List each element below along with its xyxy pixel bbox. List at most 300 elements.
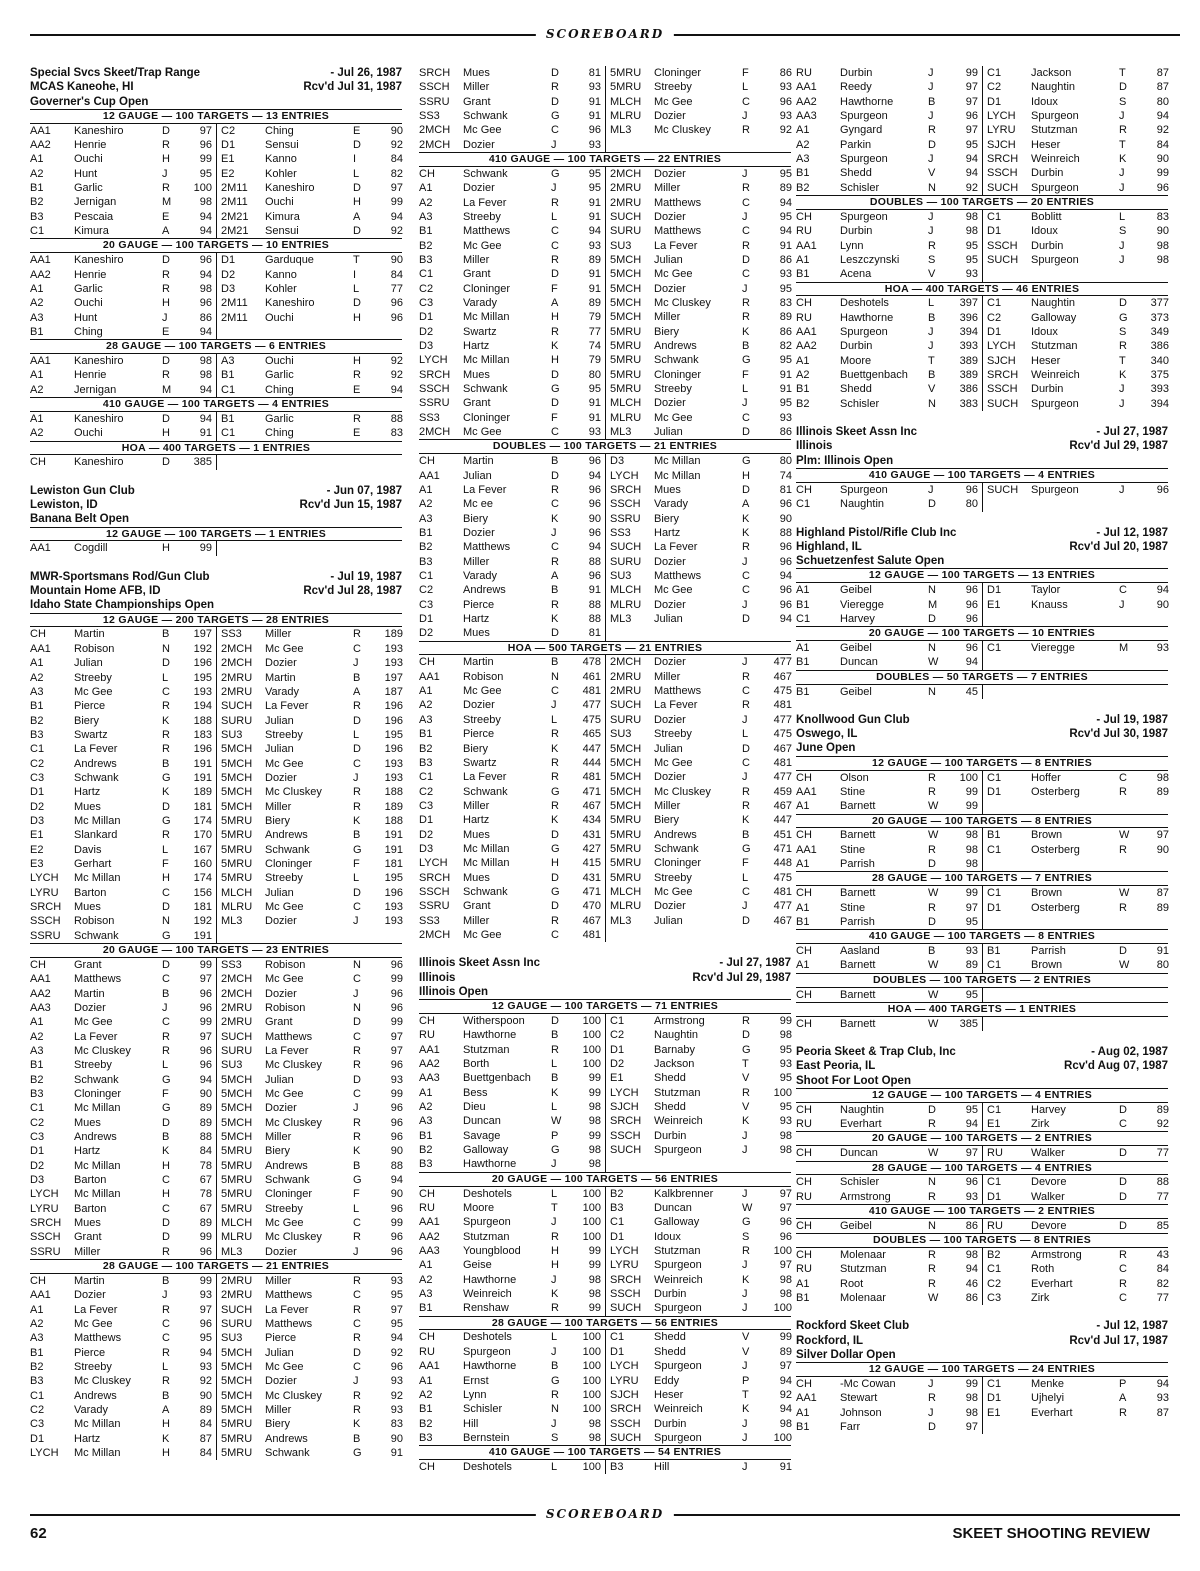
score-cell: 100 bbox=[582, 1043, 601, 1056]
result-row bbox=[610, 1258, 792, 1272]
name-cell: Hill bbox=[463, 1417, 479, 1430]
result-row bbox=[610, 296, 792, 310]
score-cell: 98 bbox=[965, 1248, 978, 1261]
name-cell: Devore bbox=[1031, 1176, 1067, 1189]
class-cell: SSRU bbox=[419, 95, 450, 108]
name-cell: Streeby bbox=[265, 728, 303, 741]
class-cell: AA1 bbox=[30, 542, 51, 555]
name-cell: Mc Millan bbox=[463, 311, 510, 324]
result-row bbox=[221, 1216, 403, 1230]
score-cell: 340 bbox=[1150, 354, 1169, 367]
result-row bbox=[419, 842, 601, 856]
class-cell: C1 bbox=[987, 1176, 1002, 1189]
class-cell: SUCH bbox=[610, 699, 642, 712]
initial-cell: K bbox=[1119, 369, 1127, 382]
event-title: 12 GAUGE — 100 TARGETS — 71 ENTRIES bbox=[419, 999, 791, 1014]
name-cell: Durbin bbox=[1031, 383, 1064, 396]
club-block bbox=[419, 66, 791, 942]
name-cell: Andrews bbox=[265, 1159, 308, 1172]
initial-cell: A bbox=[551, 296, 559, 309]
initial-cell: L bbox=[353, 728, 360, 741]
class-cell: SU3 bbox=[221, 1059, 243, 1072]
result-row bbox=[30, 656, 212, 670]
class-cell: LYRU bbox=[610, 1259, 639, 1272]
results-table bbox=[796, 771, 1168, 814]
class-cell: C1 bbox=[610, 1331, 625, 1344]
class-cell: C2 bbox=[221, 124, 236, 137]
class-cell: E2 bbox=[221, 167, 235, 180]
class-cell: AA2 bbox=[30, 139, 51, 152]
result-row bbox=[796, 1377, 978, 1391]
name-cell: Mc Gee bbox=[265, 901, 304, 913]
results-table bbox=[419, 167, 791, 440]
result-row bbox=[987, 598, 1169, 612]
initial-cell: K bbox=[162, 1432, 170, 1445]
class-cell: A1 bbox=[796, 354, 810, 367]
initial-cell: J bbox=[742, 110, 748, 123]
name-cell: Dozier bbox=[654, 555, 686, 568]
initial-cell: D bbox=[162, 355, 170, 368]
score-cell: 92 bbox=[965, 181, 978, 194]
score-cell: 192 bbox=[193, 642, 212, 655]
name-cell: Kaneshiro bbox=[74, 412, 124, 425]
initial-cell: D bbox=[928, 915, 936, 928]
class-cell: RU bbox=[796, 225, 812, 238]
results-right bbox=[983, 771, 1169, 814]
results-table bbox=[796, 988, 1168, 1002]
initial-cell: R bbox=[353, 1403, 361, 1416]
result-row bbox=[610, 167, 792, 181]
initial-cell: J bbox=[742, 1259, 748, 1272]
initial-cell: K bbox=[551, 512, 559, 525]
score-cell: 90 bbox=[390, 254, 403, 267]
name-cell: Bess bbox=[463, 1086, 488, 1099]
name-cell: Spurgeon bbox=[840, 326, 888, 339]
score-cell: 393 bbox=[1150, 383, 1169, 396]
class-cell: ML3 bbox=[610, 124, 632, 137]
initial-cell: C bbox=[162, 1202, 170, 1215]
name-cell: Mc Cluskey bbox=[265, 1389, 322, 1402]
class-cell: D1 bbox=[610, 1043, 625, 1056]
score-cell: 90 bbox=[1156, 598, 1169, 611]
class-cell: B2 bbox=[419, 239, 433, 252]
results-left bbox=[30, 627, 217, 943]
result-row bbox=[610, 1273, 792, 1287]
result-row bbox=[419, 1417, 601, 1431]
result-row bbox=[419, 282, 601, 296]
name-cell: Schisler bbox=[840, 1176, 880, 1189]
name-cell: Mues bbox=[463, 67, 490, 79]
score-cell: 96 bbox=[588, 455, 601, 468]
initial-cell: P bbox=[1119, 1378, 1127, 1391]
name-cell: Mc Cluskey bbox=[654, 124, 711, 137]
score-cell: 90 bbox=[390, 1432, 403, 1445]
class-cell: 5MCH bbox=[610, 771, 642, 784]
name-cell: Henrie bbox=[74, 369, 107, 382]
score-cell: 97 bbox=[965, 95, 978, 108]
result-row bbox=[30, 714, 212, 728]
results-left bbox=[30, 412, 217, 441]
result-row bbox=[610, 756, 792, 770]
score-cell: 45 bbox=[965, 685, 978, 698]
result-row bbox=[610, 598, 792, 612]
class-cell: CH bbox=[796, 210, 812, 223]
class-cell: D1 bbox=[610, 1345, 625, 1358]
result-row bbox=[221, 383, 403, 397]
name-cell: Pierce bbox=[265, 1332, 297, 1345]
name-cell: Schisler bbox=[840, 397, 880, 410]
result-row bbox=[610, 512, 792, 526]
name-cell: Hawthorne bbox=[463, 1029, 517, 1042]
result-row bbox=[30, 1303, 212, 1317]
result-row bbox=[419, 483, 601, 497]
initial-cell: C bbox=[1119, 771, 1127, 784]
result-row bbox=[221, 1446, 403, 1460]
score-cell: 100 bbox=[773, 1431, 792, 1444]
initial-cell: D bbox=[162, 901, 170, 913]
score-cell: 97 bbox=[390, 1303, 403, 1316]
initial-cell: D bbox=[551, 1015, 559, 1028]
name-cell: Julian bbox=[265, 1073, 294, 1086]
initial-cell: C bbox=[353, 1289, 361, 1302]
class-cell: 5MCH bbox=[221, 743, 253, 756]
initial-cell: C bbox=[1119, 1118, 1127, 1131]
score-cell: 89 bbox=[199, 1116, 212, 1129]
result-row bbox=[30, 1187, 212, 1201]
results-table bbox=[419, 1014, 791, 1172]
result-row bbox=[221, 253, 403, 267]
initial-cell: F bbox=[353, 857, 360, 870]
name-cell: Garlic bbox=[74, 282, 103, 295]
score-cell: 191 bbox=[193, 771, 212, 784]
result-row bbox=[987, 1117, 1169, 1131]
class-cell: SUCH bbox=[610, 1302, 642, 1315]
score-cell: 93 bbox=[588, 81, 601, 94]
class-cell: C3 bbox=[419, 598, 434, 611]
class-cell: 5MCH bbox=[221, 1403, 253, 1416]
initial-cell: L bbox=[551, 1187, 558, 1200]
class-cell: D1 bbox=[30, 786, 45, 799]
name-cell: Spurgeon bbox=[654, 1431, 702, 1444]
class-cell: C1 bbox=[987, 642, 1002, 655]
class-cell: SRCH bbox=[419, 368, 451, 381]
initial-cell: C bbox=[353, 642, 361, 655]
results-right bbox=[983, 1175, 1169, 1204]
name-cell: Julian bbox=[654, 426, 683, 439]
name-cell: Cloninger bbox=[654, 67, 702, 79]
initial-cell: J bbox=[551, 1273, 557, 1286]
name-cell: Kaneshiro bbox=[74, 124, 124, 137]
results-table bbox=[796, 641, 1168, 670]
score-cell: 84 bbox=[390, 268, 403, 281]
score-cell: 92 bbox=[390, 1389, 403, 1402]
initial-cell: G bbox=[551, 167, 560, 180]
score-cell: 88 bbox=[588, 598, 601, 611]
score-cell: 467 bbox=[773, 670, 792, 683]
initial-cell: K bbox=[742, 814, 750, 827]
results-right bbox=[606, 454, 792, 640]
name-cell: Slankard bbox=[74, 829, 118, 842]
class-cell: C2 bbox=[610, 1029, 625, 1042]
class-cell: CH bbox=[796, 988, 812, 1001]
class-cell: E1 bbox=[987, 598, 1001, 611]
score-cell: 98 bbox=[965, 1392, 978, 1405]
score-cell: 80 bbox=[1156, 95, 1169, 108]
club-header-line bbox=[796, 439, 1168, 453]
result-row bbox=[30, 1432, 212, 1446]
result-row bbox=[610, 1374, 792, 1388]
name-cell: Miller bbox=[463, 81, 490, 94]
initial-cell: E bbox=[162, 210, 170, 223]
name-cell: Robison bbox=[265, 958, 306, 971]
result-row bbox=[987, 253, 1169, 267]
name-cell: Stutzman bbox=[1031, 340, 1078, 353]
results-table bbox=[419, 66, 791, 152]
club-header-text: Highland, IL bbox=[796, 540, 862, 553]
initial-cell: J bbox=[742, 1417, 748, 1430]
name-cell: Gerhart bbox=[74, 857, 112, 870]
score-cell: 98 bbox=[588, 1417, 601, 1430]
class-cell: A1 bbox=[419, 1086, 433, 1099]
result-row bbox=[419, 396, 601, 410]
name-cell: Mues bbox=[463, 871, 490, 884]
initial-cell: R bbox=[162, 1346, 170, 1359]
score-cell: 91 bbox=[199, 427, 212, 440]
initial-cell: C bbox=[742, 569, 750, 582]
result-row bbox=[796, 598, 978, 612]
results-table bbox=[419, 454, 791, 640]
name-cell: Spurgeon bbox=[463, 1216, 511, 1229]
result-row bbox=[796, 843, 978, 857]
name-cell: Hawthorne bbox=[463, 1158, 517, 1171]
score-cell: 89 bbox=[779, 311, 792, 324]
initial-cell: H bbox=[162, 542, 170, 555]
result-row bbox=[221, 1274, 403, 1288]
name-cell: Mc Millan bbox=[74, 1102, 121, 1115]
name-cell: Naughtin bbox=[654, 1029, 699, 1042]
initial-cell: T bbox=[1119, 67, 1126, 79]
results-left bbox=[796, 1219, 983, 1233]
initial-cell: D bbox=[1119, 1190, 1127, 1203]
score-cell: 99 bbox=[779, 1331, 792, 1344]
result-row bbox=[610, 1345, 792, 1359]
class-cell: 2MCH bbox=[419, 928, 451, 941]
class-cell: E1 bbox=[30, 829, 44, 842]
result-row bbox=[610, 411, 792, 425]
score-cell: 98 bbox=[965, 829, 978, 842]
result-row bbox=[419, 1460, 601, 1474]
class-cell: 5MRU bbox=[610, 339, 642, 352]
score-cell: 98 bbox=[1156, 239, 1169, 252]
score-cell: 96 bbox=[779, 541, 792, 554]
result-row bbox=[30, 1144, 212, 1158]
result-row bbox=[30, 1073, 212, 1087]
name-cell: Zirk bbox=[1031, 1118, 1050, 1131]
initial-cell: W bbox=[928, 1017, 939, 1030]
class-cell: SSRU bbox=[610, 512, 641, 525]
club-block bbox=[30, 66, 402, 470]
result-row bbox=[30, 757, 212, 771]
initial-cell: C bbox=[551, 124, 559, 137]
score-cell: 90 bbox=[390, 1145, 403, 1158]
initial-cell: D bbox=[353, 297, 361, 310]
score-cell: 471 bbox=[773, 842, 792, 855]
score-cell: 96 bbox=[199, 1001, 212, 1014]
score-cell: 99 bbox=[965, 800, 978, 813]
name-cell: Buettgenbach bbox=[840, 369, 908, 382]
event-title: DOUBLES — 100 TARGETS — 8 ENTRIES bbox=[796, 1233, 1168, 1248]
score-cell: 95 bbox=[390, 1317, 403, 1330]
result-row bbox=[30, 987, 212, 1001]
name-cell: Dozier bbox=[265, 1245, 297, 1258]
score-cell: 196 bbox=[193, 657, 212, 670]
initial-cell: J bbox=[742, 1461, 748, 1474]
name-cell: Shedd bbox=[654, 1101, 686, 1114]
score-cell: 84 bbox=[390, 153, 403, 166]
initial-cell: J bbox=[742, 282, 748, 295]
score-cell: 467 bbox=[773, 742, 792, 755]
results-right bbox=[983, 685, 1168, 699]
score-cell: 87 bbox=[199, 1432, 212, 1445]
score-cell: 77 bbox=[588, 325, 601, 338]
name-cell: Harvey bbox=[1031, 1103, 1066, 1116]
class-cell: C1 bbox=[30, 1389, 45, 1402]
class-cell: B3 bbox=[30, 210, 44, 223]
score-cell: 84 bbox=[199, 1418, 212, 1431]
name-cell: Mues bbox=[654, 483, 681, 496]
results-table bbox=[30, 541, 402, 555]
name-cell: Varady bbox=[463, 569, 498, 582]
class-cell: B3 bbox=[30, 1087, 44, 1100]
name-cell: Geibel bbox=[840, 642, 872, 655]
initial-cell: R bbox=[551, 1230, 559, 1243]
initial-cell: D bbox=[162, 657, 170, 670]
score-cell: 93 bbox=[1156, 642, 1169, 655]
score-cell: 431 bbox=[582, 871, 601, 884]
result-row bbox=[610, 339, 792, 353]
club-header-line bbox=[796, 1334, 1168, 1348]
name-cell: Biery bbox=[265, 1145, 291, 1158]
class-cell: C2 bbox=[30, 757, 45, 770]
class-cell: B1 bbox=[796, 268, 810, 281]
club-header-text: Idaho State Championships Open bbox=[30, 599, 215, 612]
initial-cell: F bbox=[551, 282, 558, 295]
result-row bbox=[30, 699, 212, 713]
score-cell: 95 bbox=[965, 138, 978, 151]
name-cell: Schwank bbox=[265, 1446, 310, 1459]
results-right bbox=[983, 296, 1169, 411]
score-cell: 461 bbox=[582, 670, 601, 683]
initial-cell: D bbox=[1119, 1147, 1127, 1160]
class-cell: 5MRU bbox=[610, 383, 642, 396]
result-row bbox=[221, 1230, 403, 1244]
initial-cell: K bbox=[353, 1418, 361, 1431]
score-cell: 478 bbox=[582, 656, 601, 669]
score-cell: 99 bbox=[779, 1015, 792, 1028]
initial-cell: T bbox=[1119, 354, 1126, 367]
class-cell: B3 bbox=[419, 756, 433, 769]
name-cell: Barnett bbox=[840, 800, 876, 813]
class-cell: A1 bbox=[796, 584, 810, 597]
result-row bbox=[221, 167, 403, 181]
club-block bbox=[796, 66, 1168, 411]
initial-cell: D bbox=[162, 800, 170, 813]
result-row bbox=[221, 1245, 403, 1259]
score-cell: 459 bbox=[773, 785, 792, 798]
class-cell: D3 bbox=[419, 842, 434, 855]
score-cell: 100 bbox=[193, 182, 212, 195]
class-cell: B1 bbox=[796, 915, 810, 928]
score-cell: 475 bbox=[773, 871, 792, 884]
name-cell: Streeby bbox=[654, 81, 692, 94]
initial-cell: D bbox=[551, 469, 559, 482]
initial-cell: S bbox=[742, 1230, 750, 1243]
initial-cell: L bbox=[551, 1461, 558, 1474]
class-cell: A1 bbox=[30, 1016, 44, 1029]
name-cell: Root bbox=[840, 1277, 864, 1290]
initial-cell: R bbox=[1119, 901, 1127, 914]
club-header-date: - Jul 19, 1987 bbox=[330, 570, 402, 583]
score-cell: 94 bbox=[588, 225, 601, 238]
result-row bbox=[419, 1129, 601, 1143]
name-cell: Durbin bbox=[840, 225, 873, 238]
result-row bbox=[419, 267, 601, 281]
class-cell: CH bbox=[796, 829, 812, 842]
class-cell: B2 bbox=[419, 541, 433, 554]
results-right bbox=[606, 66, 792, 152]
event-title: 410 GAUGE — 100 TARGETS — 8 ENTRIES bbox=[796, 929, 1168, 944]
initial-cell: R bbox=[742, 670, 750, 683]
result-row bbox=[610, 196, 792, 210]
initial-cell: D bbox=[162, 1217, 170, 1230]
event-title: 20 GAUGE — 100 TARGETS — 56 ENTRIES bbox=[419, 1172, 791, 1187]
name-cell: Mc Gee bbox=[265, 757, 304, 770]
name-cell: Mc Cluskey bbox=[265, 1059, 322, 1072]
score-cell: 471 bbox=[582, 885, 601, 898]
score-cell: 81 bbox=[588, 67, 601, 79]
result-row bbox=[30, 1346, 212, 1360]
result-row bbox=[987, 944, 1169, 958]
class-cell: B3 bbox=[610, 1201, 624, 1214]
column-3 bbox=[796, 66, 1168, 1448]
initial-cell: D bbox=[353, 743, 361, 756]
score-cell: 95 bbox=[779, 167, 792, 180]
class-cell: CH bbox=[419, 167, 435, 180]
initial-cell: B bbox=[551, 656, 559, 669]
name-cell: Sensui bbox=[265, 225, 299, 238]
result-row bbox=[221, 224, 403, 238]
name-cell: Walker bbox=[1031, 1147, 1065, 1160]
result-row bbox=[419, 181, 601, 195]
class-cell: D1 bbox=[610, 1230, 625, 1243]
result-row bbox=[796, 915, 978, 929]
class-cell: B1 bbox=[987, 945, 1001, 958]
name-cell: Mc Gee bbox=[654, 756, 693, 769]
club-header-line bbox=[796, 1045, 1168, 1059]
result-row bbox=[796, 311, 978, 325]
name-cell: Barnett bbox=[840, 959, 876, 972]
class-cell: A3 bbox=[419, 210, 433, 223]
initial-cell: B bbox=[928, 369, 936, 382]
initial-cell: K bbox=[162, 714, 170, 727]
result-row bbox=[221, 1073, 403, 1087]
name-cell: Mc Cluskey bbox=[74, 1044, 131, 1057]
result-row bbox=[796, 397, 978, 411]
initial-cell: G bbox=[551, 110, 560, 123]
name-cell: Martin bbox=[463, 455, 494, 468]
initial-cell: B bbox=[353, 1159, 361, 1172]
initial-cell: B bbox=[353, 671, 361, 684]
